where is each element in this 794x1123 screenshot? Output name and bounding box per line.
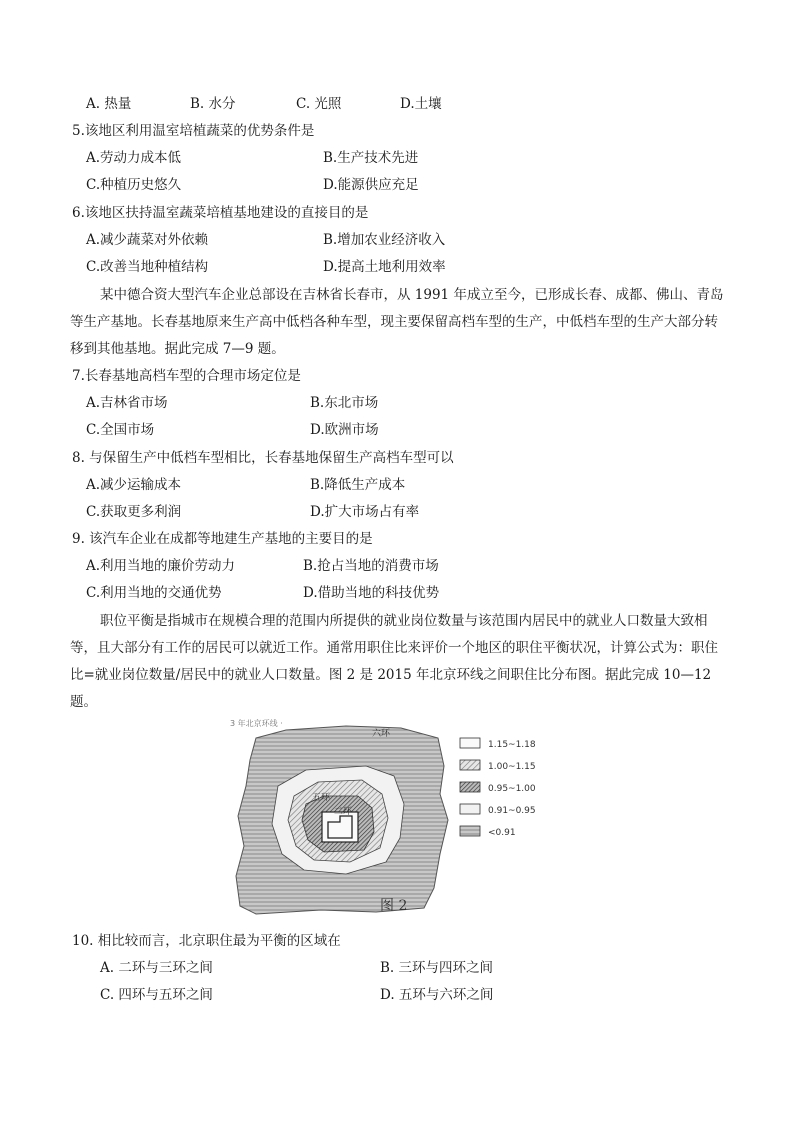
q8-option-c: C.获取更多利润 (86, 504, 182, 520)
legend-label-1: 1.15~1.18 (488, 740, 536, 750)
q4-option-a: A. 热量 (86, 96, 132, 112)
q9-option-d: D.借助当地的科技优势 (303, 585, 440, 601)
q8-option-a: A.减少运输成本 (86, 477, 182, 493)
q4-option-d: D.土壤 (400, 96, 442, 112)
map-legend (460, 738, 536, 838)
legend-label-4: 0.91~0.95 (488, 806, 536, 816)
figure-caption: 图 2 (380, 898, 408, 914)
legend-label-5: <0.91 (488, 828, 516, 838)
q8-stem: 8. 与保留生产中低档车型相比，长春基地保留生产高档车型可以 (72, 450, 454, 466)
passage-car-enterprise: 某中德合资大型汽车企业总部设在吉林省长春市，从 1991 年成立至今，已形成长春、成都、佛山、青岛等生产基地。长春基地原来生产高中低档各种车型，现主要保留高档车型的生产，中低档车型的生产大部分转移到其他基地。据此完成 7—9 题。 (70, 287, 724, 357)
q5-option-c: C.种植历史悠久 (86, 177, 182, 193)
legend-swatch-5 (460, 826, 480, 836)
q6-stem: 6.该地区扶持温室蔬菜培植基地建设的直接目的是 (72, 205, 369, 221)
beijing-ring-map (226, 716, 536, 918)
q6-option-b: B.增加农业经济收入 (323, 232, 446, 248)
legend-swatch-4 (460, 804, 480, 814)
q6-option-c: C.改善当地种植结构 (86, 259, 209, 275)
scan-artifact-text: 3 年北京环线 · (230, 719, 283, 728)
q9-stem: 9. 该汽车企业在成都等地建生产基地的主要目的是 (72, 531, 373, 547)
q4-option-c: C. 光照 (296, 96, 342, 112)
q9-option-a: A.利用当地的廉价劳动力 (86, 558, 236, 574)
q5-option-b: B.生产技术先进 (323, 150, 419, 166)
q9-option-c: C.利用当地的交通优势 (86, 585, 222, 601)
q6-option-a: A.减少蔬菜对外依赖 (86, 232, 209, 248)
q5-option-d: D.能源供应充足 (323, 177, 419, 193)
legend-label-2: 1.00~1.15 (488, 762, 536, 772)
figure-2-map (226, 716, 536, 918)
label-ring-5: 五环 (312, 793, 331, 803)
legend-label-3: 0.95~1.00 (488, 784, 536, 794)
q10-stem: 10. 相比较而言，北京职住最为平衡的区域在 (72, 933, 341, 949)
q7-option-b: B.东北市场 (310, 395, 379, 411)
q7-option-c: C.全国市场 (86, 422, 155, 438)
q8-option-b: B.降低生产成本 (310, 477, 406, 493)
label-ring-6: 六环 (372, 729, 391, 739)
legend-swatch-2 (460, 760, 480, 770)
q6-option-d: D.提高土地利用效率 (323, 259, 446, 275)
q7-option-d: D.欧洲市场 (310, 422, 379, 438)
q10-option-a: A. 二环与三环之间 (100, 960, 213, 976)
q10-option-c: C. 四环与五环之间 (100, 987, 213, 1003)
q5-stem: 5.该地区利用温室培植蔬菜的优势条件是 (72, 123, 315, 139)
q5-option-a: A.劳动力成本低 (86, 150, 182, 166)
q7-option-a: A.吉林省市场 (86, 395, 168, 411)
q10-option-d: D. 五环与六环之间 (380, 987, 494, 1003)
q4-option-b: B. 水分 (190, 96, 236, 112)
q8-option-d: D.扩大市场占有率 (310, 504, 420, 520)
q10-option-b: B. 三环与四环之间 (380, 960, 494, 976)
label-ring-2: 二环 (334, 807, 353, 817)
q7-stem: 7.长春基地高档车型的合理市场定位是 (72, 368, 301, 384)
legend-swatch-1 (460, 738, 480, 748)
passage-job-housing-balance: 职位平衡是指城市在规模合理的范围内所提供的就业岗位数量与该范围内居民中的就业人口数量大致相等，且大部分有工作的居民可以就近工作。通常用职住比来评价一个地区的职住平衡状况，计算公式为：职住比=就业岗位数量/居民中的就业人口数量。图 2 是 2015 年北京环线之间职住比分布图。据此完成 10—12 题。 (70, 613, 718, 710)
q9-option-b: B.抢占当地的消费市场 (303, 558, 439, 574)
legend-swatch-3 (460, 782, 480, 792)
